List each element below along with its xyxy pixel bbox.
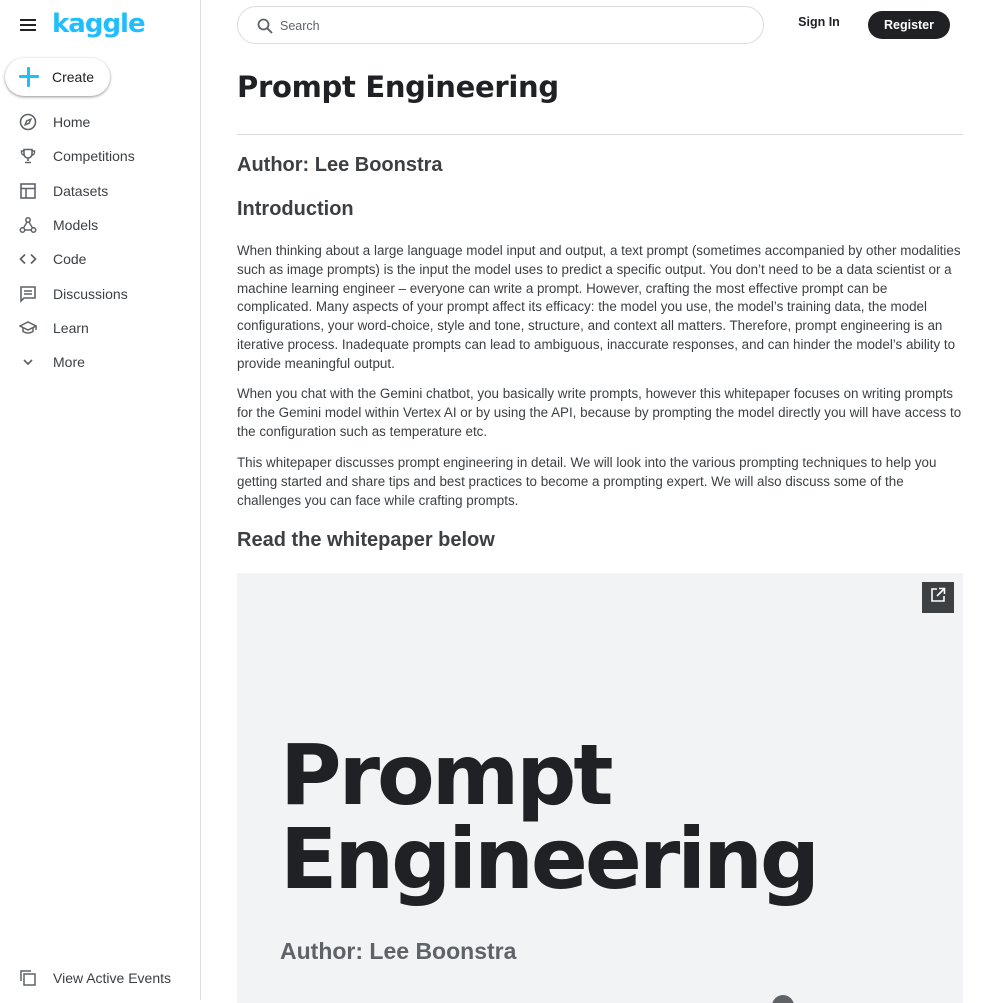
sidebar-item-label: Datasets xyxy=(53,182,109,199)
code-icon xyxy=(19,250,37,268)
kaggle-logo[interactable]: kaggle xyxy=(52,9,145,39)
open-in-new-icon xyxy=(929,586,947,609)
models-icon xyxy=(19,216,37,234)
pdf-viewer[interactable] xyxy=(237,573,963,1003)
sidebar-nav xyxy=(0,105,200,379)
sidebar-item-learn[interactable] xyxy=(0,311,200,345)
whitepaper-author: Author: Lee Boonstra xyxy=(280,938,517,964)
menu-toggle[interactable] xyxy=(18,10,38,40)
read-whitepaper-heading: Read the whitepaper below xyxy=(237,529,495,551)
hamburger-icon[interactable] xyxy=(18,15,38,35)
trophy-icon xyxy=(19,147,37,165)
view-active-events-label: View Active Events xyxy=(53,970,172,986)
author-heading: Author: Lee Boonstra xyxy=(237,154,443,176)
whitepaper-title xyxy=(280,726,817,908)
create-button[interactable] xyxy=(5,58,110,96)
sidebar-item-models[interactable] xyxy=(0,208,200,242)
plus-icon xyxy=(18,66,40,88)
search-icon xyxy=(256,17,274,35)
sidebar xyxy=(0,0,201,1000)
paragraph: When thinking about a large language model input and output, a text prompt (sometimes accompanied by other modalities such as image prompts) is the input the model uses to predict a specific output. You don’t need to be a data scientist or a machine learning engineer – everyone can write a prompt. However, crafting the most effective prompt can be complicated. Many aspects of your prompt affect its efficacy: the model you use, the model’s training data, the model configurations, your word-choice, style and tone, structure, and context all matters. Therefore, prompt engineering is an iterative process. Inadequate prompts can lead to ambiguous, inaccurate responses, and can hinder the model’s ability to provide meaningful output. xyxy=(237,243,961,371)
divider xyxy=(237,134,963,135)
chevron-down-icon xyxy=(19,353,37,371)
sidebar-item-label: More xyxy=(53,354,85,371)
register-button[interactable]: Register xyxy=(868,11,950,39)
create-label: Create xyxy=(52,69,95,85)
sidebar-item-discussions[interactable] xyxy=(0,276,200,310)
sidebar-item-label: Home xyxy=(53,114,91,131)
sidebar-item-label: Discussions xyxy=(53,285,128,302)
paragraph: When you chat with the Gemini chatbot, you basically write prompts, however this whitepaper focuses on writing prompts for the Gemini model within Vertex AI or by using the API, because by prompting the model directly you will have access to the configuration such as temperature etc. xyxy=(237,386,962,439)
open-in-new-button[interactable] xyxy=(922,582,954,613)
compass-icon xyxy=(19,113,37,131)
events-icon xyxy=(19,969,37,987)
sidebar-item-label: Competitions xyxy=(53,148,135,165)
sidebar-item-code[interactable] xyxy=(0,242,200,276)
search-input[interactable] xyxy=(280,16,750,36)
page-title: Prompt Engineering xyxy=(237,70,559,104)
comment-icon xyxy=(19,285,37,303)
sidebar-item-more[interactable] xyxy=(0,345,200,379)
sidebar-item-label: Learn xyxy=(53,319,89,336)
sidebar-item-competitions[interactable] xyxy=(0,139,200,173)
whitepaper-title-line: Prompt xyxy=(280,726,611,824)
paragraph: This whitepaper discusses prompt engineering in detail. We will look into the various prompting techniques to help you getting started and share tips and best practices to become a prompting expert. We will also discuss some of the challenges you can face while crafting prompts. xyxy=(237,455,937,508)
table-icon xyxy=(19,182,37,200)
search-bar[interactable] xyxy=(237,6,764,44)
introduction-heading: Introduction xyxy=(237,198,354,220)
sidebar-item-label: Code xyxy=(53,251,87,268)
sidebar-item-datasets[interactable] xyxy=(0,174,200,208)
view-active-events-link[interactable] xyxy=(0,962,200,994)
sidebar-item-label: Models xyxy=(53,217,99,234)
sign-in-button[interactable]: Sign In xyxy=(798,15,840,29)
whitepaper-title-line: Engineering xyxy=(280,810,817,908)
sidebar-item-home[interactable] xyxy=(0,105,200,139)
decorative-shape xyxy=(772,995,794,1003)
school-icon xyxy=(19,319,37,337)
